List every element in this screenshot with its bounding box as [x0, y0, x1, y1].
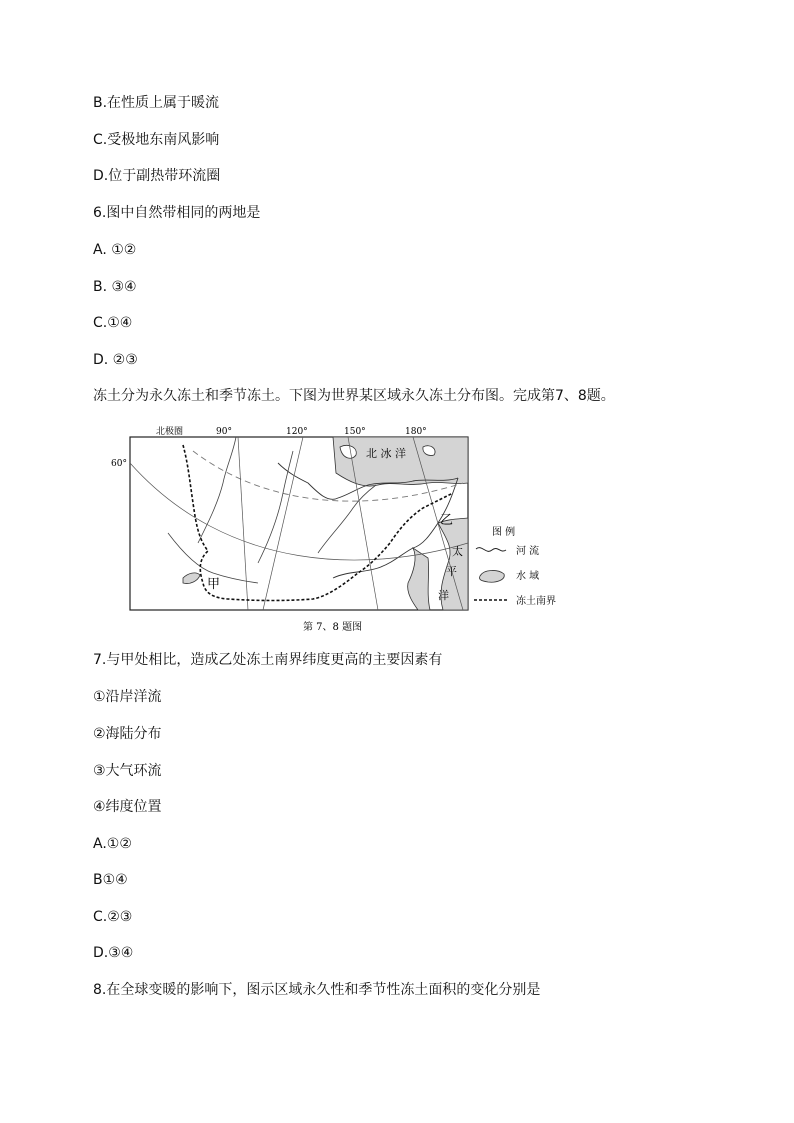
arctic-ocean-area: [333, 437, 468, 486]
q6-stem: 6.图中自然带相同的两地是: [93, 205, 261, 221]
q6-option-c: C.①④: [93, 315, 133, 331]
q8-stem: 8.在全球变暖的影响下，图示区域永久性和季节性冻土面积的变化分别是: [93, 982, 541, 998]
pacific-label-1: 太: [452, 545, 463, 558]
place-jia-label: 甲: [207, 577, 221, 592]
q7-option-a: A.①②: [93, 836, 132, 852]
legend-river-label: 河 流: [516, 546, 540, 557]
intro-paragraph: 冻土分为永久冻土和季节冻土。下图为世界某区域永久冻土分布图。完成第7、8题。: [93, 388, 615, 404]
legend-water-label: 水 域: [516, 571, 540, 582]
q5-option-c: C.受极地东南风影响: [93, 132, 220, 148]
lon-label-90: 90°: [216, 427, 232, 437]
q7-option-d: D.③④: [93, 945, 134, 961]
lon-label-150: 150°: [344, 427, 366, 437]
q7-stem: 7.与甲处相比，造成乙处冻土南界纬度更高的主要因素有: [93, 652, 443, 668]
figure-caption: 第 7、8 题图: [303, 622, 363, 633]
legend-boundary-label: 冻土南界: [516, 596, 556, 607]
legend-water-symbol: [479, 570, 504, 582]
q6-option-a: A. ①②: [93, 242, 137, 258]
lon-label-180: 180°: [405, 427, 427, 437]
q5-option-b: B.在性质上属于暖流: [93, 95, 220, 111]
arctic-circle-label: 北极圈: [156, 427, 184, 437]
pacific-label-2: 平: [446, 565, 457, 578]
q7-item-4: ④纬度位置: [93, 799, 162, 815]
legend-river-symbol: [476, 548, 506, 552]
place-yi-label: 乙: [440, 513, 454, 528]
q6-option-b: B. ③④: [93, 279, 137, 295]
q7-item-3: ③大气环流: [93, 763, 162, 779]
map-svg: [108, 423, 578, 635]
permafrost-map-figure: [108, 423, 578, 635]
q5-option-d: D.位于副热带环流圈: [93, 168, 221, 184]
lat-label-60: 60°: [111, 459, 127, 469]
q6-option-d: D. ②③: [93, 352, 138, 368]
q7-option-b: B①④: [93, 872, 128, 888]
q7-option-c: C.②③: [93, 909, 133, 925]
legend-title: 图 例: [492, 527, 516, 538]
lon-label-120: 120°: [286, 427, 308, 437]
q7-item-1: ①沿岸洋流: [93, 689, 162, 705]
pacific-label-3: 洋: [438, 589, 449, 602]
q7-item-2: ②海陆分布: [93, 726, 162, 742]
arctic-ocean-label: 北 冰 洋: [366, 447, 406, 460]
